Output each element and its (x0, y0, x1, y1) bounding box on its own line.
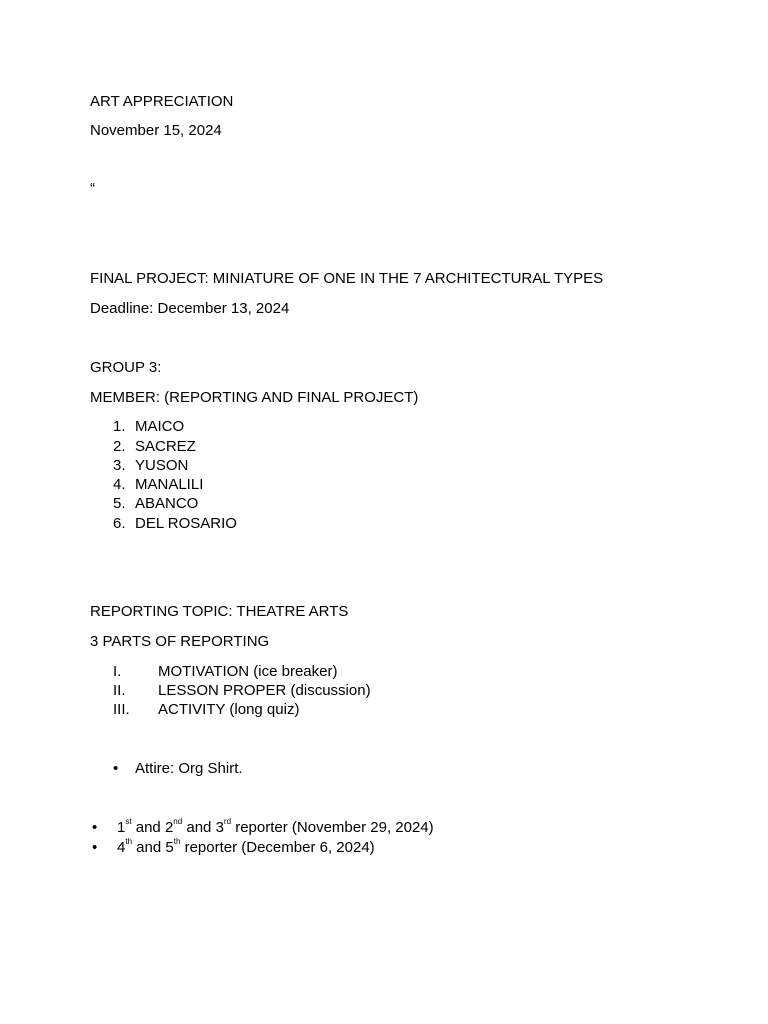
bullet-icon: • (92, 839, 98, 856)
reporting-topic: REPORTING TOPIC: THEATRE ARTS (90, 603, 349, 620)
member-name: YUSON (135, 457, 189, 474)
bullet-icon: • (113, 760, 119, 777)
roman-numeral: I. (113, 663, 122, 680)
member-heading: MEMBER: (REPORTING AND FINAL PROJECT) (90, 389, 419, 406)
quote-mark: “ (90, 180, 95, 197)
list-number: 6. (113, 515, 126, 532)
member-name: ABANCO (135, 495, 199, 512)
part-text: ACTIVITY (long quiz) (158, 701, 300, 718)
part-text: LESSON PROPER (discussion) (158, 682, 371, 699)
course-title: ART APPRECIATION (90, 93, 234, 110)
list-number: 4. (113, 476, 126, 493)
bullet-icon: • (92, 819, 98, 836)
list-number: 1. (113, 418, 126, 435)
member-name: MANALILI (135, 476, 204, 493)
attire-text: Attire: Org Shirt. (135, 760, 243, 777)
list-number: 5. (113, 495, 126, 512)
final-project-heading: FINAL PROJECT: MINIATURE OF ONE IN THE 7 ARCHITECTURAL TYPES (90, 270, 604, 287)
member-name: DEL ROSARIO (135, 515, 237, 532)
parts-heading: 3 PARTS OF REPORTING (90, 633, 270, 650)
deadline: Deadline: December 13, 2024 (90, 300, 290, 317)
part-text: MOTIVATION (ice breaker) (158, 663, 338, 680)
group-label: GROUP 3: (90, 359, 162, 376)
list-number: 2. (113, 438, 126, 455)
member-name: MAICO (135, 418, 185, 435)
schedule-text: 4th and 5th reporter (December 6, 2024) (117, 837, 375, 856)
document-date: November 15, 2024 (90, 122, 222, 139)
schedule-text: 1st and 2nd and 3rd reporter (November 29, 2024) (117, 817, 434, 836)
member-name: SACREZ (135, 438, 196, 455)
roman-numeral: III. (113, 701, 130, 718)
roman-numeral: II. (113, 682, 126, 699)
list-number: 3. (113, 457, 126, 474)
